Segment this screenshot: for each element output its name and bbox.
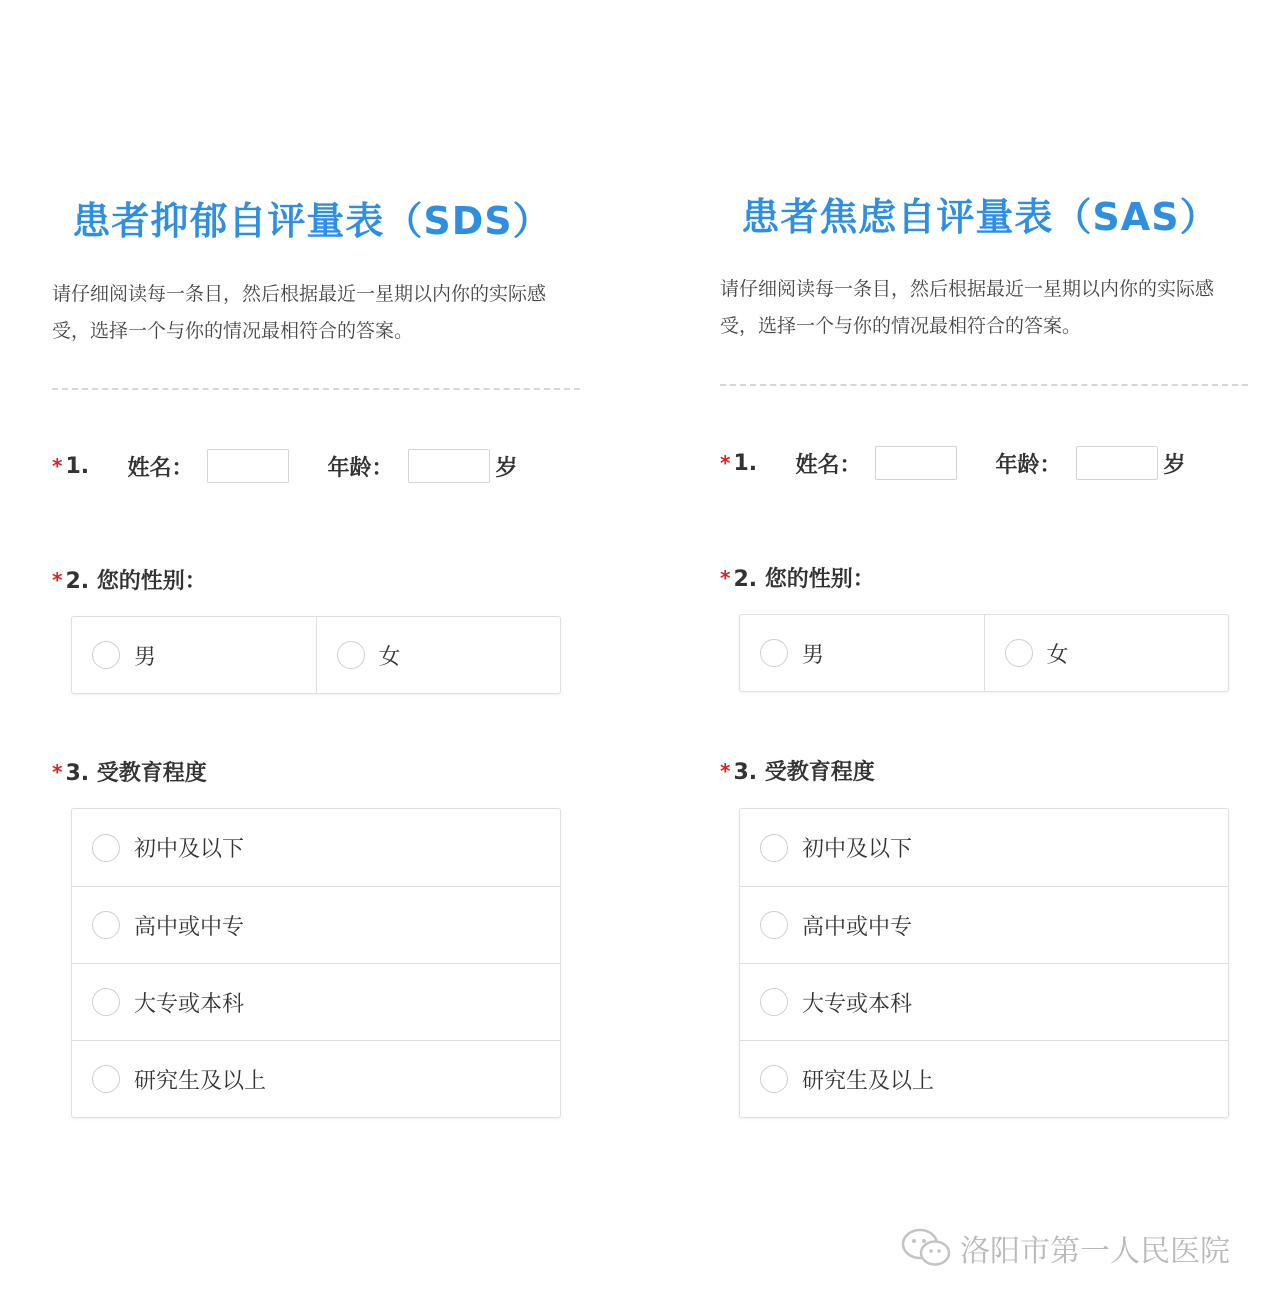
name-input[interactable] (207, 449, 289, 483)
radio-button[interactable] (92, 834, 120, 862)
gender-options (71, 616, 561, 694)
radio-button[interactable] (92, 641, 120, 669)
age-label: 年龄： (327, 455, 394, 481)
radio-button[interactable] (92, 988, 120, 1016)
option-label: 研究生及以上 (134, 1068, 267, 1094)
question-label: 3. 受教育程度 (733, 760, 875, 785)
gender-options (739, 614, 1229, 692)
form-title: 患者焦虑自评量表（SAS） (741, 195, 1219, 239)
watermark (900, 1226, 1230, 1270)
education-options (71, 808, 561, 1118)
question-label: 2. 您的性别： (65, 569, 207, 594)
radio-button[interactable] (760, 1065, 788, 1093)
gender-option-male[interactable] (740, 615, 984, 691)
age-input[interactable] (408, 449, 490, 483)
watermark-text: 洛阳市第一人民医院 (960, 1234, 1230, 1269)
form-intro: 请仔细阅读每一条目，然后根据最近一星期以内你的实际感受，选择一个与你的情况最相符合的答案。 (52, 283, 547, 342)
option-label: 初中及以下 (134, 837, 245, 862)
form-title: 患者抑郁自评量表（SDS） (72, 199, 552, 243)
required-mark: * (52, 759, 63, 784)
option-label: 女 (378, 644, 401, 670)
option-label: 研究生及以上 (802, 1068, 935, 1094)
required-mark: * (720, 565, 731, 590)
option-label: 男 (134, 644, 157, 670)
age-input[interactable] (1076, 446, 1158, 480)
radio-button[interactable] (1005, 639, 1033, 667)
radio-button[interactable] (760, 639, 788, 667)
age-unit: 岁 (495, 455, 518, 481)
education-options (739, 808, 1229, 1118)
option-label: 男 (802, 642, 825, 668)
radio-button[interactable] (337, 641, 365, 669)
question-label: 2. 您的性别： (733, 567, 875, 592)
wechat-icon (900, 1226, 954, 1270)
question-3 (52, 756, 207, 787)
required-mark: * (52, 454, 63, 478)
education-option[interactable] (72, 963, 560, 1040)
age-unit: 岁 (1163, 452, 1186, 478)
question-1 (720, 443, 1186, 483)
question-number: 1. (65, 453, 90, 479)
education-option[interactable] (740, 1040, 1228, 1117)
divider (720, 384, 1248, 386)
name-input[interactable] (875, 446, 957, 480)
education-option[interactable] (72, 809, 560, 886)
question-2 (720, 562, 875, 593)
age-label: 年龄： (995, 452, 1062, 478)
form-intro: 请仔细阅读每一条目，然后根据最近一星期以内你的实际感受，选择一个与你的情况最相符合的答案。 (720, 278, 1215, 337)
education-option[interactable] (740, 963, 1228, 1040)
question-label: 3. 受教育程度 (65, 761, 207, 786)
question-number: 1. (733, 450, 758, 476)
question-3 (720, 755, 875, 786)
radio-button[interactable] (760, 911, 788, 939)
radio-button[interactable] (760, 834, 788, 862)
divider (52, 388, 580, 390)
option-label: 大专或本科 (802, 991, 913, 1017)
gender-option-female[interactable] (316, 617, 561, 693)
education-option[interactable] (740, 886, 1228, 963)
required-mark: * (720, 758, 731, 783)
option-label: 大专或本科 (134, 991, 245, 1017)
required-mark: * (52, 567, 63, 592)
radio-button[interactable] (760, 988, 788, 1016)
question-2 (52, 564, 207, 595)
gender-option-male[interactable] (72, 617, 316, 693)
required-mark: * (720, 451, 731, 475)
education-option[interactable] (72, 1040, 560, 1117)
option-label: 高中或中专 (802, 914, 913, 940)
option-label: 高中或中专 (134, 914, 245, 940)
question-1 (52, 446, 518, 486)
option-label: 女 (1046, 642, 1069, 668)
radio-button[interactable] (92, 911, 120, 939)
education-option[interactable] (72, 886, 560, 963)
education-option[interactable] (740, 809, 1228, 886)
radio-button[interactable] (92, 1065, 120, 1093)
option-label: 初中及以下 (802, 837, 913, 862)
name-label: 姓名： (127, 455, 194, 481)
name-label: 姓名： (795, 452, 862, 478)
gender-option-female[interactable] (984, 615, 1229, 691)
